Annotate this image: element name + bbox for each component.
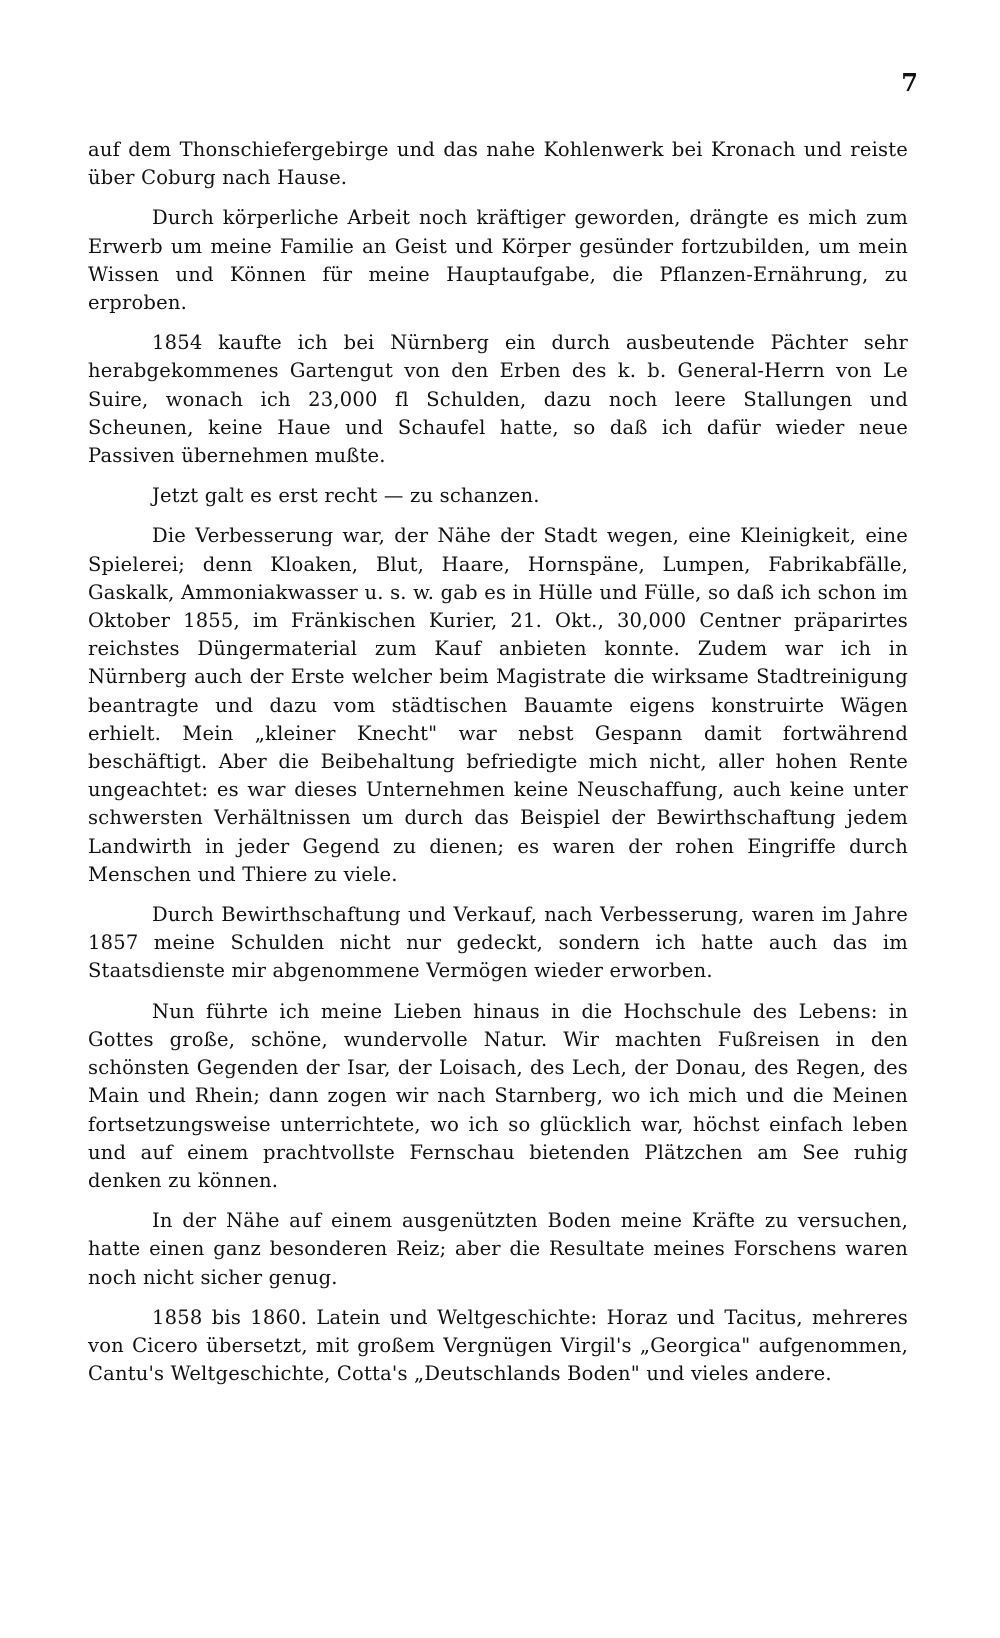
paragraph: auf dem Thonschiefergebirge und das nahe Kohlenwerk bei Kronach und reiste über Coburg nach Hause. bbox=[88, 138, 908, 190]
paragraph: Durch Bewirthschaftung und Verkauf, nach Verbesserung, waren im Jahre 1857 meine Schulden nicht nur gedeckt, sondern ich hatte auch das im Staatsdienste mir abgenommene Vermögen wieder erworben. bbox=[88, 903, 908, 983]
paragraph: Nun führte ich meine Lieben hinaus in die Hochschule des Lebens: in Gottes große, schöne, wundervolle Natur. Wir machten Fußreisen in den schönsten Gegenden der Isar, der Loisach, des Lech, der Donau, des Regen, des Main und Rhein; dann zogen wir nach Starnberg, wo ich mich und die Meinen fortsetzungsweise unterrichtete, wo ich so glücklich war, höchst einfach leben und auf einem prachtvollste Fernschau bietenden Plätzchen am See ruhig denken zu können. bbox=[88, 999, 908, 1192]
body-text bbox=[88, 136, 908, 1400]
paragraph: 1854 kaufte ich bei Nürnberg ein durch ausbeutende Pächter sehr herabgekommenes Gartengut von den Erben des k. b. General-Herrn von Le Suire, wonach ich 23,000 fl Schulden, dazu noch leere Stallungen und Scheunen, keine Haue und Schaufel hatte, so daß ich dafür wieder neue Passiven übernehmen mußte. bbox=[88, 331, 908, 468]
page-number: 7 bbox=[901, 68, 918, 97]
paragraph: Durch körperliche Arbeit noch kräftiger geworden, drängte es mich zum Erwerb um meine Familie an Geist und Körper gesünder fortzubilden, um mein Wissen und Können für meine Hauptaufgabe, die Pflanzen-Ernährung, zu erproben. bbox=[88, 206, 908, 315]
paragraph: Jetzt galt es erst recht — zu schanzen. bbox=[152, 484, 540, 508]
paragraph: In der Nähe auf einem ausgenützten Boden meine Kräfte zu versuchen, hatte einen ganz besonderen Reiz; aber die Resultate meines Forschens waren noch nicht sicher genug. bbox=[88, 1209, 908, 1289]
paragraph: 1858 bis 1860. Latein und Weltgeschichte: Horaz und Tacitus, mehreres von Cicero übersetzt, mit großem Vergnügen Virgil's „Georgica" aufgenommen, Cantu's Weltgeschichte, Cotta's „Deutschlands Boden" und vieles andere. bbox=[88, 1305, 908, 1386]
paragraph: Die Verbesserung war, der Nähe der Stadt wegen, eine Kleinigkeit, eine Spielerei; denn Kloaken, Blut, Haare, Hornspäne, Lumpen, Fabrikabfälle, Gaskalk, Ammoniakwasser u. s. w. gab es in Hülle und Fülle, so daß ich schon im Oktober 1855, im Fränkischen Kurier, 21. Okt., 30,000 Centner präparirtes reichstes Düngermaterial zum Kauf anbieten konnte. Zudem war ich in Nürnberg auch der Erste welcher beim Magistrate die wirksame Stadtreinigung beantragte und dazu vom städtischen Bauamte eigens konstruirte Wägen erhielt. Mein „kleiner Knecht" war nebst Gespann damit fortwährend beschäftigt. Aber die Beibehaltung befriedigte mich nicht, aller hohen Rente ungeachtet: es war dieses Unternehmen keine Neuschaffung, auch keine unter schwersten Verhältnissen um durch das Beispiel der Bewirthschaftung jedem Landwirth in jeder Gegend zu dienen; es waren der rohen Eingriffe durch Menschen und Thiere zu viele. bbox=[88, 524, 908, 886]
